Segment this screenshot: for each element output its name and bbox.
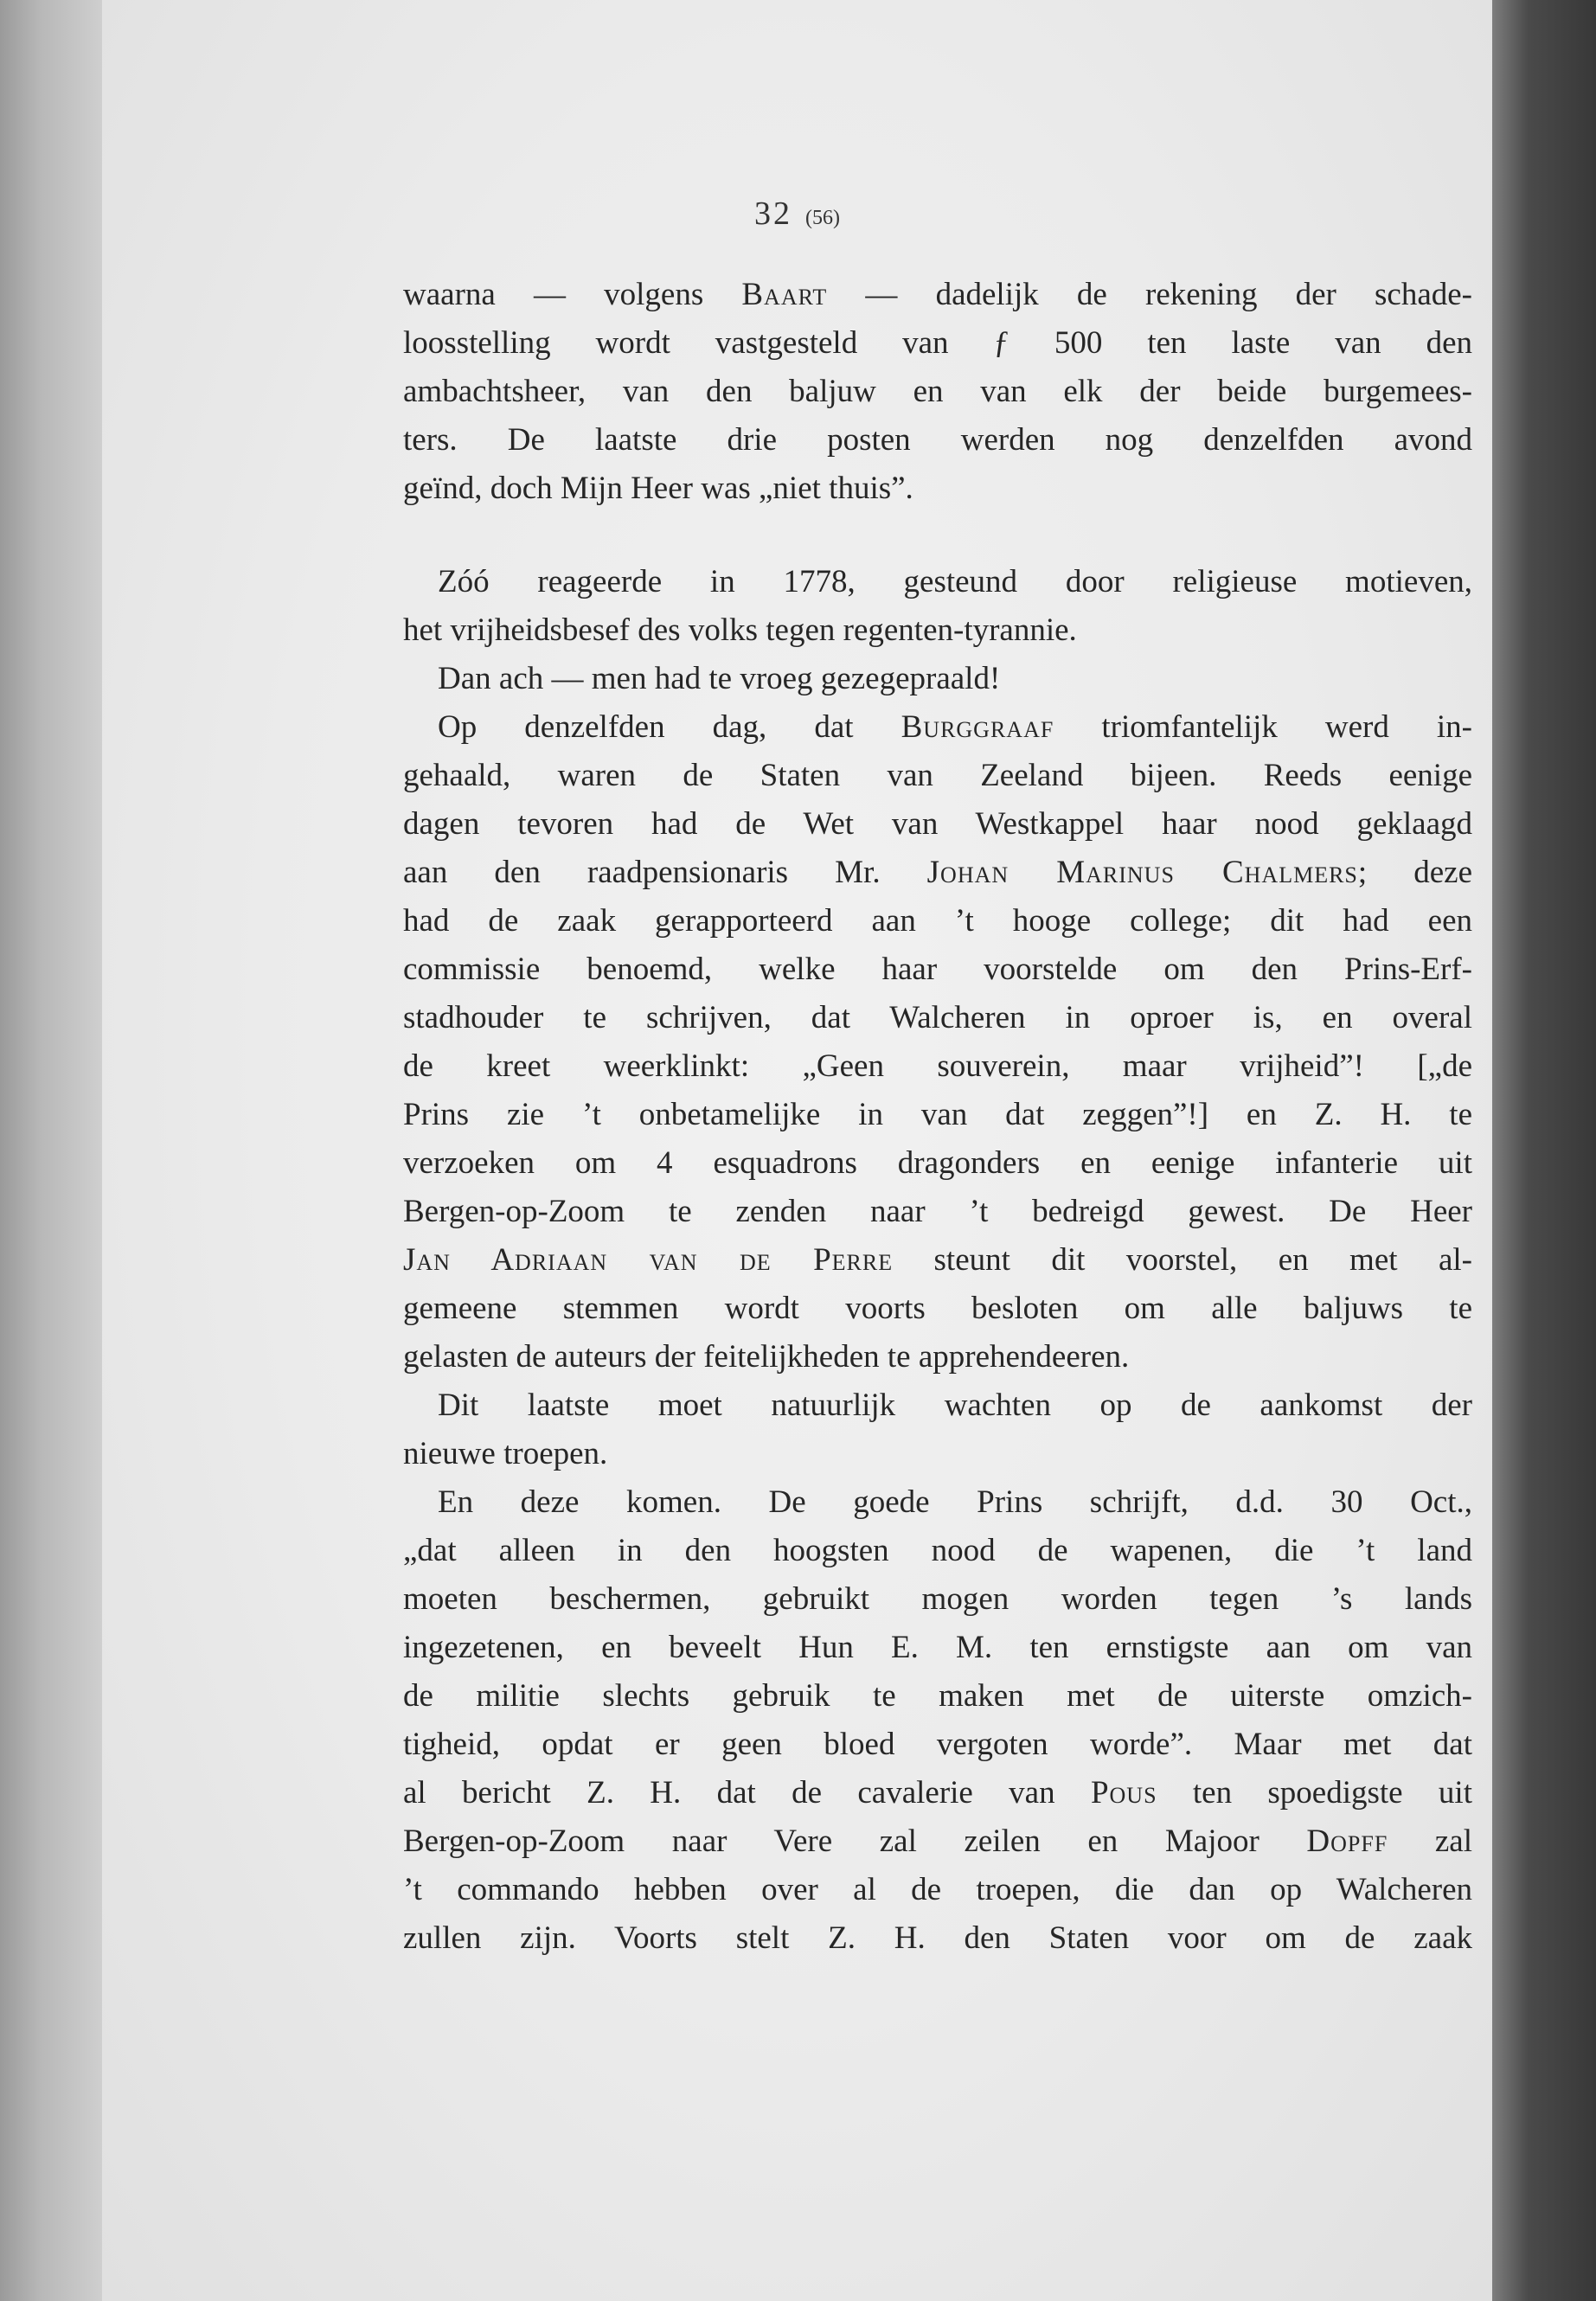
book-edge-right (1492, 0, 1596, 2301)
name-chalmers: Johan Marinus Chalmers (926, 855, 1358, 890)
text-line: waarna — volgens Baart — dadelijk de rekening der schade- (403, 277, 1472, 312)
text-line: ambachtsheer, van den baljuw en van elk der beide burgemees- (403, 374, 1472, 409)
text-line: Dit laatste moet natuurlijk wachten op de aankomst der (438, 1388, 1472, 1423)
text-line: de kreet weerklinkt: „Geen souverein, maar vrijheid”! [„de (403, 1048, 1472, 1084)
original-page-number: (56) (805, 207, 841, 229)
text-line: gemeene stemmen wordt voorts besloten om alle baljuws te (403, 1291, 1472, 1326)
book-page (102, 0, 1492, 2301)
text-line: commissie benoemd, welke haar voorstelde om den Prins-Erf- (403, 952, 1472, 987)
name-van-de-perre: Jan Adriaan van de Perre (403, 1242, 894, 1278)
text-line: Bergen-op-Zoom te zenden naar ’t bedreigd gewest. De Heer (403, 1194, 1472, 1229)
text-line: Op denzelfden dag, dat Burggraaf triomfantelijk werd in- (438, 709, 1472, 745)
text-line: zullen zijn. Voorts stelt Z. H. den Staten voor om de zaak (403, 1920, 1472, 1956)
text-line: „dat alleen in den hoogsten nood de wapenen, die ’t land (403, 1533, 1472, 1568)
text-line: ingezetenen, en beveelt Hun E. M. ten ernstigste aan om van (403, 1630, 1472, 1665)
text-line: dagen tevoren had de Wet van Westkappel haar nood geklaagd (403, 806, 1472, 842)
text-line: ters. De laatste drie posten werden nog denzelfden avond (403, 422, 1472, 458)
name-burggraaf: Burggraaf (901, 709, 1054, 745)
text-line: stadhouder te schrijven, dat Walcheren in oproer is, en overal (403, 1000, 1472, 1035)
text-line: ’t commando hebben over al de troepen, die dan op Walcheren (403, 1872, 1472, 1907)
text-line: Zóó reageerde in 1778, gesteund door religieuse motieven, (438, 564, 1472, 599)
text-line: tigheid, opdat er geen bloed vergoten worde”. Maar met dat (403, 1727, 1472, 1762)
text-line: Jan Adriaan van de Perre steunt dit voorstel, en met al- (403, 1242, 1472, 1278)
text-line: had de zaak gerapporteerd aan ’t hooge college; dit had een (403, 903, 1472, 939)
name-dopff: Dopff (1306, 1823, 1388, 1859)
text-line: het vrijheidsbesef des volks tegen regenten-tyrannie. (403, 612, 1077, 648)
text-line: moeten beschermen, gebruikt mogen worden tegen ’s lands (403, 1581, 1472, 1617)
text-line: Bergen-op-Zoom naar Vere zal zeilen en Majoor Dopff zal (403, 1823, 1473, 1859)
name-pous: Pous (1090, 1775, 1157, 1811)
paragraph-gap (403, 513, 1472, 558)
text-line: Dan ach — men had te vroeg gezegepraald! (438, 661, 1001, 696)
text-line: loosstelling wordt vastgesteld van ƒ 500 ten laste van den (403, 325, 1472, 361)
page-header (102, 195, 1492, 238)
text-line: Prins zie ’t onbetamelijke in van dat zeggen”!] en Z. H. te (403, 1097, 1472, 1132)
body-text (403, 271, 1472, 1963)
text-line: En deze komen. De goede Prins schrijft, d.d. 30 Oct., (438, 1484, 1472, 1520)
name-baart: Baart (741, 277, 828, 312)
book-edge-left (0, 0, 102, 2301)
text-line: de militie slechts gebruik te maken met de uiterste omzich- (403, 1678, 1472, 1714)
text-line: aan den raadpensionaris Mr. Johan Marinus Chalmers; deze (403, 855, 1473, 890)
text-line: gelasten de auteurs der feitelijkheden te apprehendeeren. (403, 1339, 1130, 1375)
text-line: al bericht Z. H. dat de cavalerie van Pous ten spoedigste uit (403, 1775, 1472, 1811)
text-line: geïnd, doch Mijn Heer was „niet thuis”. (403, 471, 913, 506)
page-number: 32 (753, 195, 792, 232)
text-line: gehaald, waren de Staten van Zeeland bijeen. Reeds eenige (403, 758, 1472, 793)
text-line: verzoeken om 4 esquadrons dragonders en eenige infanterie uit (403, 1145, 1472, 1181)
text-line: nieuwe troepen. (403, 1436, 608, 1471)
